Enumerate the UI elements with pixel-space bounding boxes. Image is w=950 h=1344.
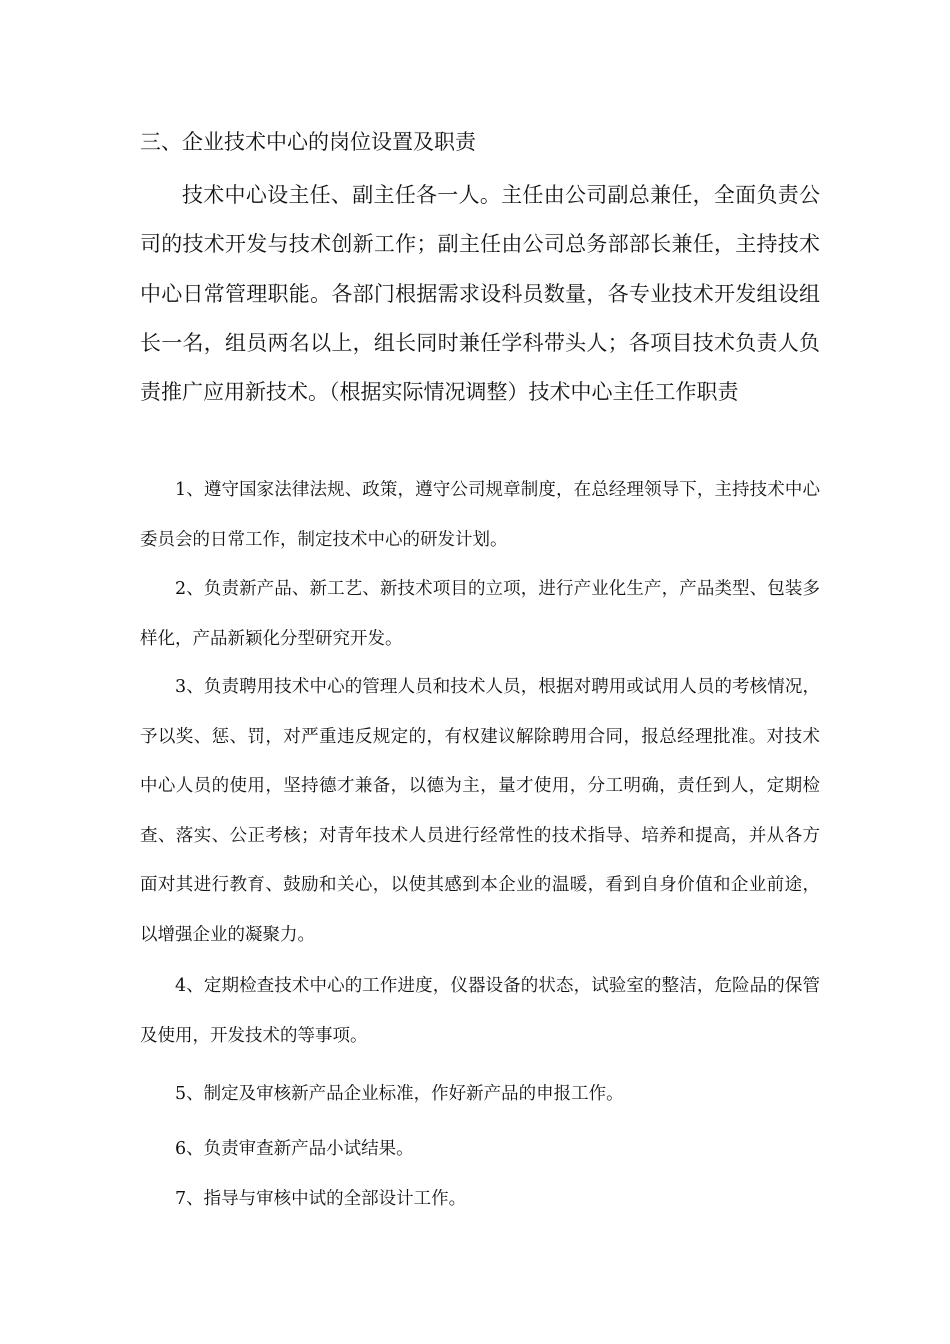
duty-item-2: 2、负责新产品、新工艺、新技术项目的立项，进行产业化生产，产品类型、包装多样化，产品新颖化分型研究开发。 xyxy=(140,579,820,649)
duty-item-1: 1、遵守国家法律法规、政策，遵守公司规章制度，在总经理领导下，主持技术中心委员会的日常工作，制定技术中心的研发计划。 xyxy=(140,480,820,550)
duty-item-4: 4、定期检查技术中心的工作进度，仪器设备的状态，试验室的整洁，危险品的保管及使用，开发技术的等事项。 xyxy=(140,976,820,1046)
section-heading: 三、企业技术中心的岗位设置及职责 xyxy=(140,130,476,154)
duty-item-6: 6、负责审查新产品小试结果。 xyxy=(175,1139,414,1159)
duty-item-5: 5、制定及审核新产品企业标准，作好新产品的申报工作。 xyxy=(175,1084,624,1104)
intro-paragraph: 技术中心设主任、副主任各一人。主任由公司副总兼任，全面负责公司的技术开发与技术创新工作；副主任由公司总务部部长兼任，主持技术中心日常管理职能。各部门根据需求设科员数量，各专业技术开发组设组长一名，组员两名以上，组长同时兼任学科带头人；各项目技术负责人负责推广应用新技术。（根据实际情况调整）技术中心主任工作职责 xyxy=(140,183,820,405)
duty-item-7: 7、指导与审核中试的全部设计工作。 xyxy=(175,1189,467,1209)
duty-item-3: 3、负责聘用技术中心的管理人员和技术人员，根据对聘用或试用人员的考核情况，予以奖、惩、罚，对严重违反规定的，有权建议解除聘用合同，报总经理批准。对技术中心人员的使用，坚持德才兼备，以德为主，量才使用，分工明确，责任到人，定期检查、落实、公正考核；对青年技术人员进行经常性的技术指导、培养和提高，并从各方面对其进行教育、鼓励和关心，以使其感到本企业的温暖，看到自身价值和企业前途，以增强企业的凝聚力。 xyxy=(140,677,820,945)
